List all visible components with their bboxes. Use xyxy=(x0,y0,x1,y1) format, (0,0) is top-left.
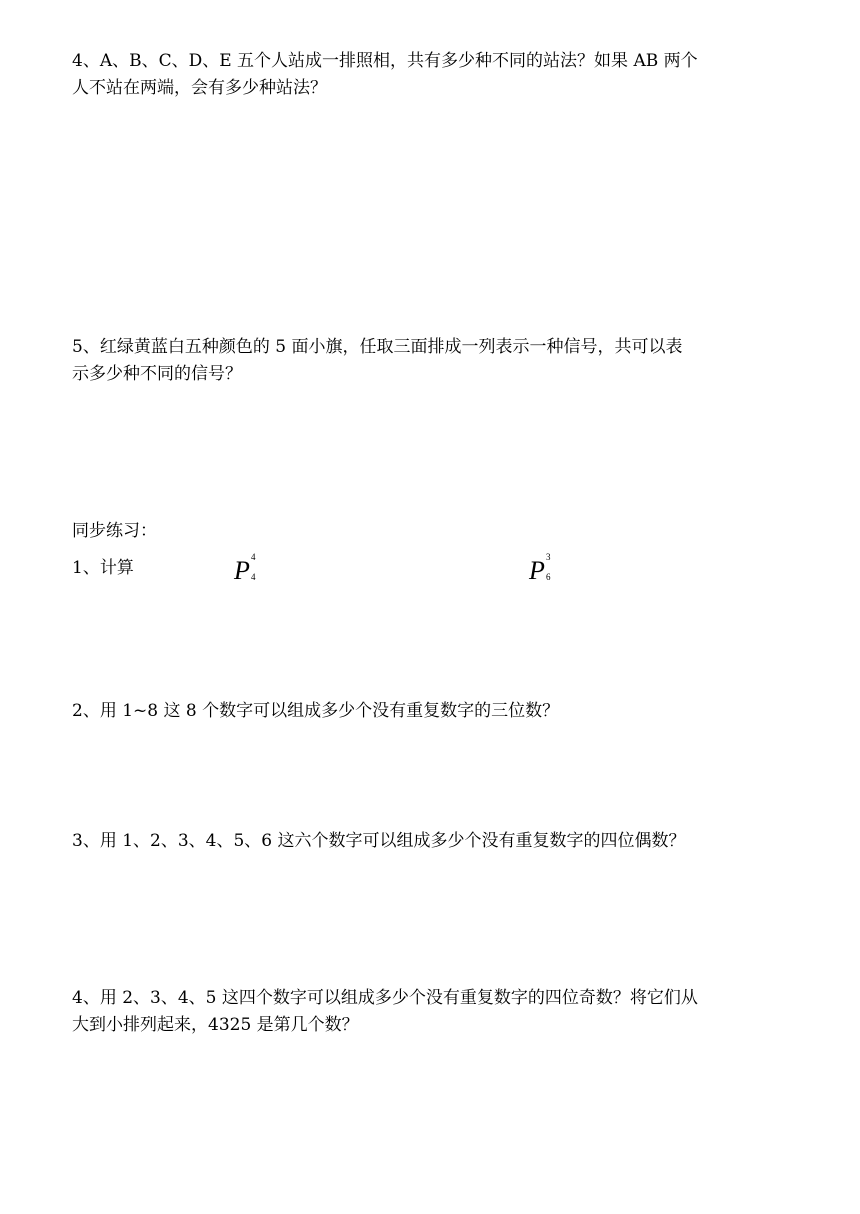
exercise-q1-label: 1、计算 xyxy=(72,558,134,578)
exercise-q4-line-2: 大到小排列起来，4325 是第几个数？ xyxy=(72,1015,359,1035)
formula-b-superscript: 3 xyxy=(546,552,551,562)
formula-a-superscript: 4 xyxy=(251,552,256,562)
exercise-q2: 2、用 1~8 这 8 个数字可以组成多少个没有重复数字的三位数？ xyxy=(72,701,560,721)
problem-4-line-2: 人不站在两端，会有多少种站法？ xyxy=(72,78,327,98)
exercise-q4-line-1: 4、用 2、3、4、5 这四个数字可以组成多少个没有重复数字的四位奇数？将它们从 xyxy=(72,988,698,1008)
formula-b-subscript: 6 xyxy=(546,572,551,582)
exercise-q3: 3、用 1、2、3、4、5、6 这六个数字可以组成多少个没有重复数字的四位偶数？ xyxy=(72,831,686,851)
permutation-formula-b xyxy=(529,552,551,585)
formula-b-symbol: P xyxy=(529,556,545,585)
formula-a-symbol: P xyxy=(234,556,250,585)
formula-a-subscript: 4 xyxy=(251,572,256,582)
problem-5-line-1: 5、红绿黄蓝白五种颜色的 5 面小旗，任取三面排成一列表示一种信号，共可以表 xyxy=(72,337,683,357)
permutation-formula-a xyxy=(234,552,256,585)
problem-4-line-1: 4、A、B、C、D、E 五个人站成一排照相，共有多少种不同的站法？如果 AB 两个 xyxy=(72,51,698,71)
problem-5-line-2: 示多少种不同的信号？ xyxy=(72,364,242,384)
exercise-heading: 同步练习： xyxy=(72,521,157,541)
